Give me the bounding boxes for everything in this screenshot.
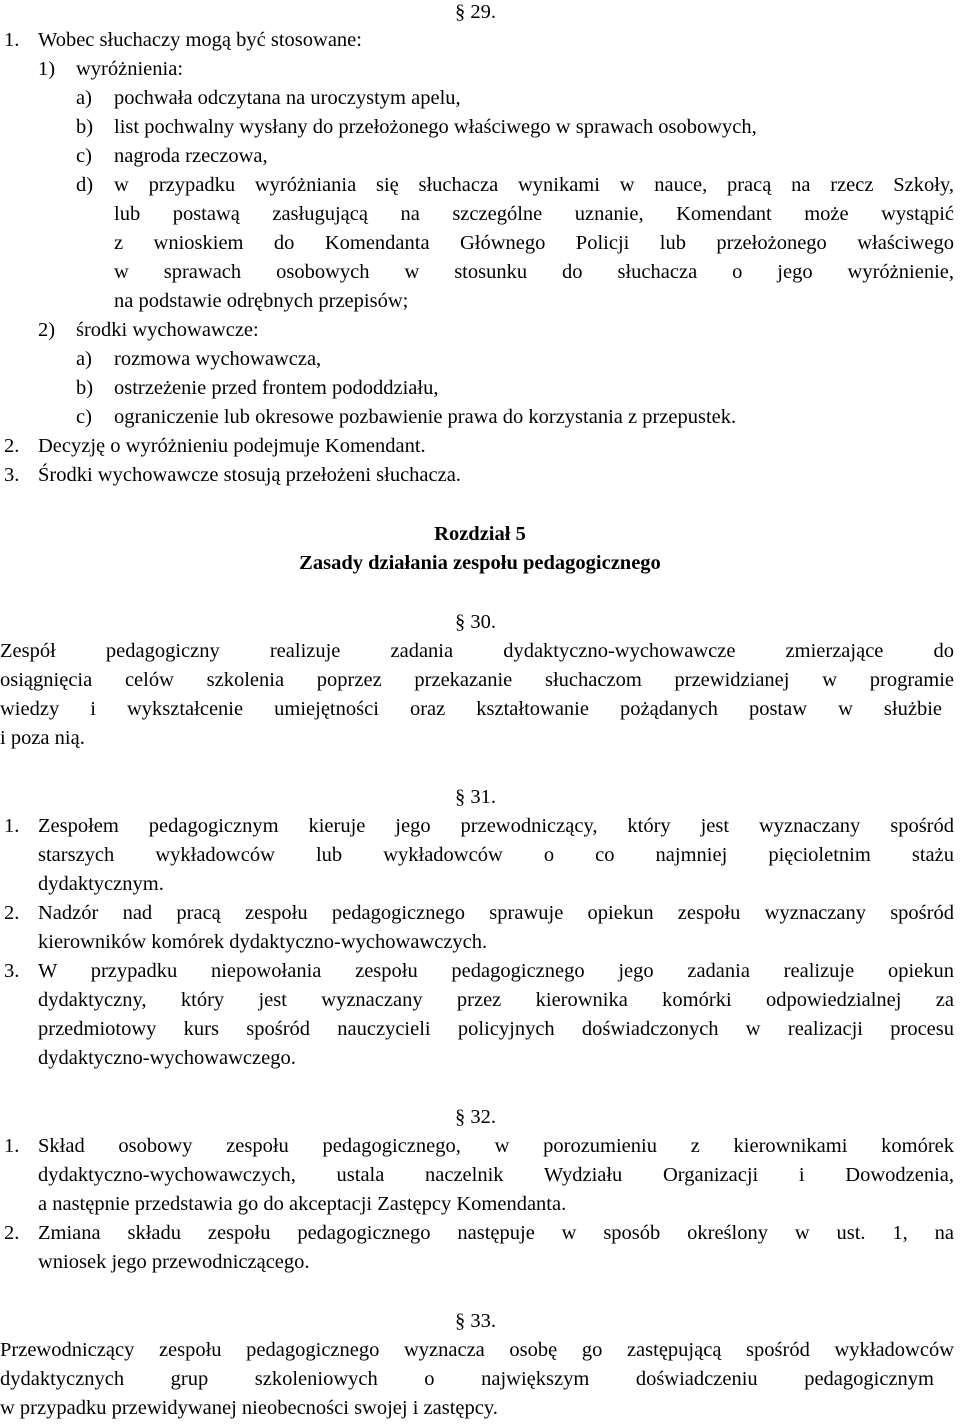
s29-item-1b-letter: b) [76, 116, 94, 138]
s31-paragraph-2-line-2: kierowników komórek dydaktyczno-wychowawczych. [38, 931, 488, 953]
s29-item-2a-text: rozmowa wychowawcza, [114, 348, 322, 370]
s29-item-1d-line-2: lub postawą zasługującą na szczególne uznanie, Komendant może wystąpić [114, 203, 954, 225]
s31-paragraph-1-line-1: Zespołem pedagogicznym kieruje jego przewodniczący, który jest wyznaczany spośród [38, 815, 954, 837]
s32-paragraph-1-line-1: Skład osobowy zespołu pedagogicznego, w porozumieniu z kierownikami komórek [38, 1135, 954, 1157]
s31-paragraph-3-number: 3. [4, 960, 20, 982]
s29-item-1d-letter: d) [76, 174, 94, 196]
section-32-heading: § 32. [455, 1106, 496, 1128]
s29-item-2-text: środki wychowawcze: [76, 319, 259, 341]
s31-paragraph-1-line-3: dydaktycznym. [38, 873, 164, 895]
s29-paragraph-3-text: Środki wychowawcze stosują przełożeni słuchacza. [38, 464, 461, 486]
s29-item-2c-letter: c) [76, 406, 92, 428]
s30-line-4: i poza nią. [0, 727, 85, 749]
chapter-title: Rozdział 5 [434, 523, 526, 545]
s29-item-1d-line-5: na podstawie odrębnych przepisów; [114, 290, 409, 312]
chapter-subtitle: Zasady działania zespołu pedagogicznego [299, 552, 661, 574]
s33-line-2: dydaktycznych grup szkoleniowych o największym doświadczeniu pedagogicznym [0, 1368, 934, 1390]
s33-line-3: w przypadku przewidywanej nieobecności swojej i zastępcy. [0, 1397, 498, 1419]
s29-item-2a-letter: a) [76, 348, 92, 370]
s32-paragraph-1-number: 1. [4, 1135, 20, 1157]
s31-paragraph-2-line-1: Nadzór nad pracą zespołu pedagogicznego sprawuje opiekun zespołu wyznaczany spośród [38, 902, 954, 924]
section-29-heading: § 29. [455, 1, 496, 23]
s29-item-1c-text: nagroda rzeczowa, [114, 145, 268, 167]
s29-item-2-number: 2) [38, 319, 56, 341]
s32-paragraph-1-line-2: dydaktyczno-wychowawczych, ustala naczelnik Wydziału Organizacji i Dowodzenia, [38, 1164, 954, 1186]
section-31-heading: § 31. [455, 786, 496, 808]
s31-paragraph-3-line-3: przedmiotowy kurs spośród nauczycieli policyjnych doświadczonych w realizacji procesu [38, 1018, 954, 1040]
s30-line-2: osiągnięcia celów szkolenia poprzez przekazanie słuchaczom przewidzianej w programie [0, 669, 954, 691]
s31-paragraph-3-line-2: dydaktyczny, który jest wyznaczany przez kierownika komórki odpowiedzialnej za [38, 989, 954, 1011]
s29-item-1d-line-4: w sprawach osobowych w stosunku do słuchacza o jego wyróżnienie, [114, 261, 954, 283]
s29-item-1d-line-1: w przypadku wyróżniania się słuchacza wynikami w nauce, pracą na rzecz Szkoły, [114, 174, 954, 196]
s33-line-1: Przewodniczący zespołu pedagogicznego wyznacza osobę go zastępującą spośród wykładowców [0, 1339, 954, 1361]
s29-paragraph-1-text: Wobec słuchaczy mogą być stosowane: [38, 29, 362, 51]
s31-paragraph-1-line-2: starszych wykładowców lub wykładowców o co najmniej pięcioletnim stażu [38, 844, 954, 866]
s29-paragraph-2-text: Decyzję o wyróżnieniu podejmuje Komendant. [38, 435, 426, 457]
s29-item-1a-text: pochwała odczytana na uroczystym apelu, [114, 87, 461, 109]
s29-item-2b-letter: b) [76, 377, 94, 399]
s29-paragraph-2-number: 2. [4, 435, 20, 457]
section-30-heading: § 30. [455, 611, 496, 633]
s29-paragraph-1-number: 1. [4, 29, 20, 51]
s29-item-1c-letter: c) [76, 145, 92, 167]
s31-paragraph-3-line-1: W przypadku niepowołania zespołu pedagogicznego jego zadania realizuje opiekun [38, 960, 954, 982]
s30-line-1: Zespół pedagogiczny realizuje zadania dydaktyczno-wychowawcze zmierzające do [0, 640, 954, 662]
s29-paragraph-3-number: 3. [4, 464, 20, 486]
s29-item-1-text: wyróżnienia: [76, 58, 184, 80]
s30-line-3: wiedzy i wykształcenie umiejętności oraz kształtowanie pożądanych postaw w służbie [0, 698, 942, 720]
s29-item-2c-text: ograniczenie lub okresowe pozbawienie prawa do korzystania z przepustek. [114, 406, 737, 428]
s32-paragraph-2-line-2: wniosek jego przewodniczącego. [38, 1251, 310, 1273]
s29-item-2b-text: ostrzeżenie przed frontem pododdziału, [114, 377, 439, 399]
s31-paragraph-1-number: 1. [4, 815, 20, 837]
s29-item-1d-line-3: z wnioskiem do Komendanta Głównego Policji lub przełożonego właściwego [114, 232, 954, 254]
s32-paragraph-1-line-3: a następnie przedstawia go do akceptacji Zastępcy Komendanta. [38, 1193, 567, 1215]
s29-item-1-number: 1) [38, 58, 56, 80]
s32-paragraph-2-line-1: Zmiana składu zespołu pedagogicznego następuje w sposób określony w ust. 1, na [38, 1222, 954, 1244]
section-33-heading: § 33. [455, 1310, 496, 1332]
s31-paragraph-3-line-4: dydaktyczno-wychowawczego. [38, 1047, 296, 1069]
s32-paragraph-2-number: 2. [4, 1222, 20, 1244]
s31-paragraph-2-number: 2. [4, 902, 20, 924]
s29-item-1a-letter: a) [76, 87, 92, 109]
s29-item-1b-text: list pochwalny wysłany do przełożonego właściwego w sprawach osobowych, [114, 116, 757, 138]
